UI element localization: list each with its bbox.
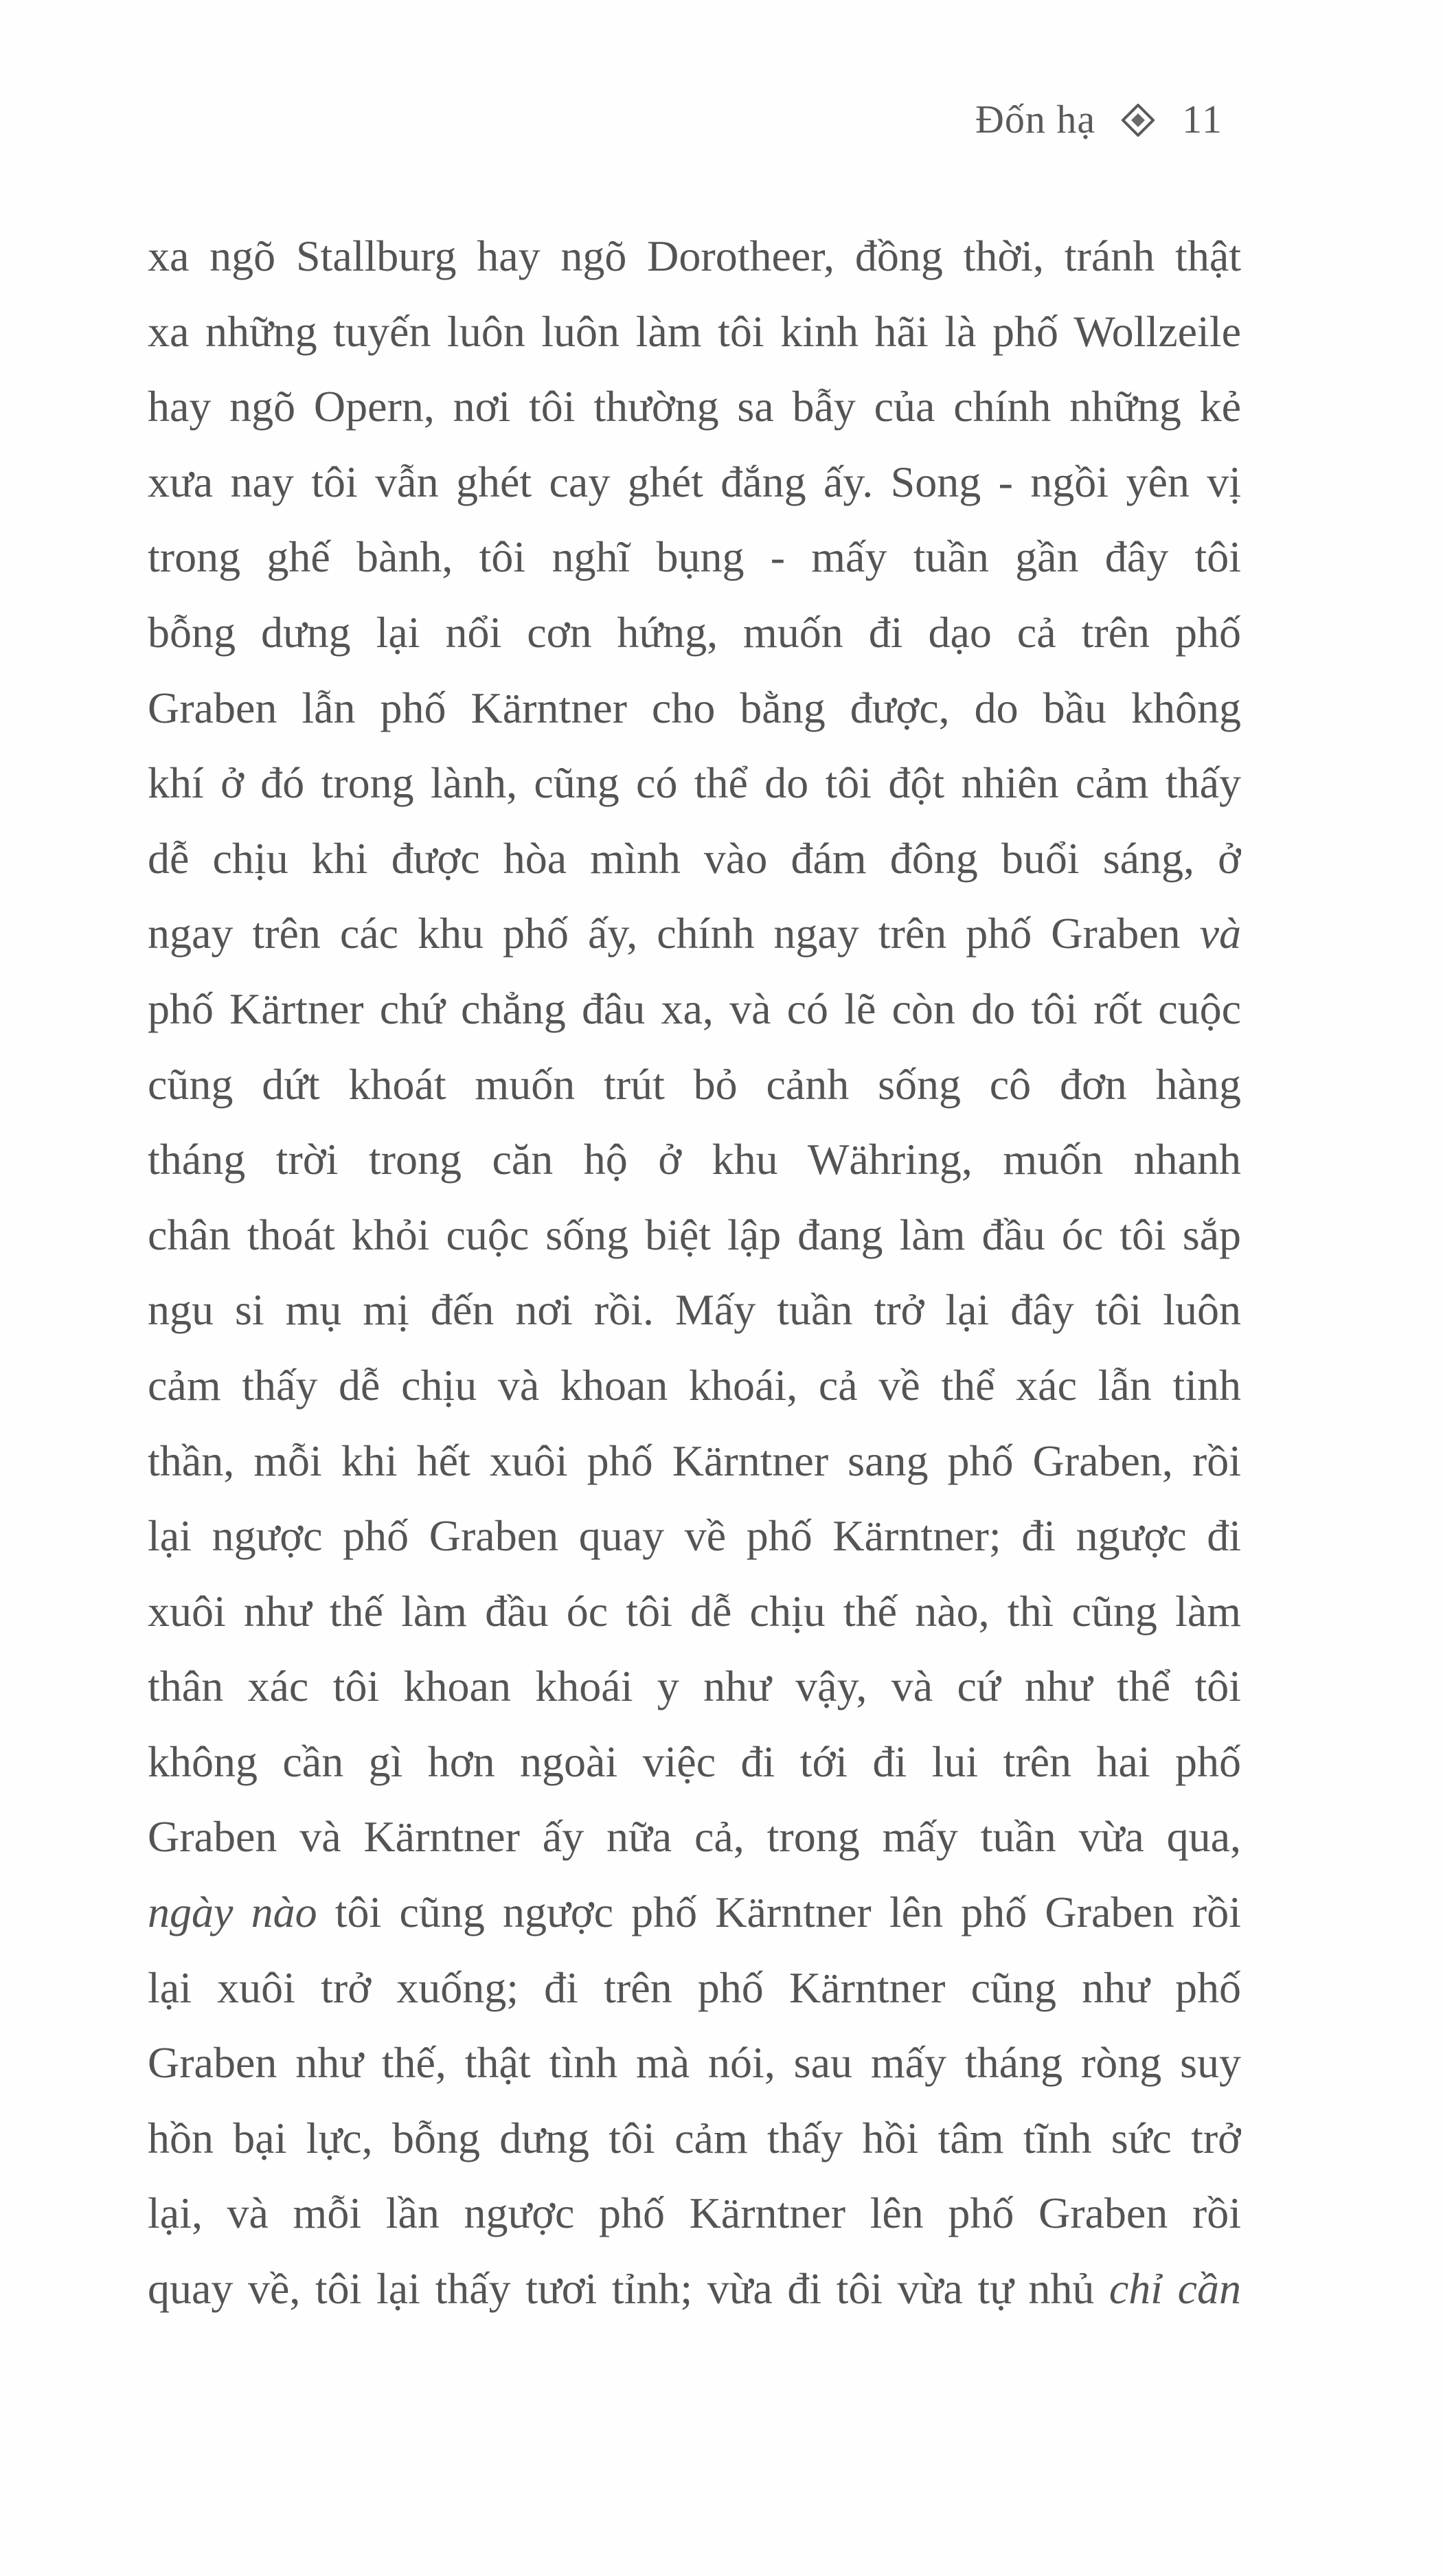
text-run: bỗng dưng lại nổi cơn hứng, muốn đi dạo cả trên phố xyxy=(148,607,1241,657)
text-line xyxy=(148,971,1241,1047)
text-line xyxy=(148,1272,1241,1348)
text-line xyxy=(148,1423,1241,1499)
text-line xyxy=(148,369,1241,444)
text-line xyxy=(148,1724,1241,1800)
text-run: cảm thấy dễ chịu và khoan khoái, cả về thể xác lẫn tinh xyxy=(148,1360,1241,1410)
text-run: hay ngõ Opern, nơi tôi thường sa bẫy của chính những kẻ xyxy=(148,382,1241,431)
text-run: tháng trời trong căn hộ ở khu Währing, muốn nhanh xyxy=(148,1135,1241,1184)
page-number: 11 xyxy=(1182,97,1223,142)
body-text xyxy=(148,218,1241,2327)
text-run: lại ngược phố Graben quay về phố Kärntner; đi ngược đi xyxy=(148,1511,1241,1561)
diamond-ornament-icon xyxy=(1122,100,1155,133)
text-line xyxy=(148,595,1241,670)
text-run: Graben và Kärntner ấy nữa cả, trong mấy tuần vừa qua, xyxy=(148,1812,1241,1862)
text-run: xa ngõ Stallburg hay ngõ Dorotheer, đồng thời, tránh thật xyxy=(148,231,1241,280)
text-run: Graben lẫn phố Kärntner cho bằng được, do bầu không xyxy=(148,683,1241,732)
text-line xyxy=(148,1649,1241,1724)
text-line xyxy=(148,218,1241,294)
italic-emphasis: chỉ cần xyxy=(1109,2264,1241,2314)
text-run: quay về, tôi lại thấy tươi tỉnh; vừa đi tôi vừa tự nhủ xyxy=(148,2264,1109,2314)
text-line xyxy=(148,745,1241,821)
text-run: xưa nay tôi vẫn ghét cay ghét đắng ấy. Song - ngồi yên vị xyxy=(148,457,1241,506)
text-line xyxy=(148,1197,1241,1273)
text-line xyxy=(148,1950,1241,2026)
text-line xyxy=(148,1348,1241,1423)
text-run: chân thoát khỏi cuộc sống biệt lập đang làm đầu óc tôi sắp xyxy=(148,1210,1241,1259)
text-run: phố Kärtner chứ chẳng đâu xa, và có lẽ còn do tôi rốt cuộc xyxy=(148,984,1241,1033)
text-run: Graben như thế, thật tình mà nói, sau mấy tháng ròng suy xyxy=(148,2038,1241,2088)
text-line xyxy=(148,2176,1241,2251)
text-run: ngay trên các khu phố ấy, chính ngay trên phố Graben xyxy=(148,909,1200,958)
text-run: tôi cũng ngược phố Kärntner lên phố Graben rồi xyxy=(317,1888,1241,1937)
chapter-title: Đốn hạ xyxy=(975,97,1096,142)
text-run: dễ chịu khi được hòa mình vào đám đông buổi sáng, ở xyxy=(148,833,1241,883)
italic-emphasis: ngày nào xyxy=(148,1888,317,1937)
text-line xyxy=(148,1574,1241,1649)
text-line xyxy=(148,294,1241,370)
text-run: cũng dứt khoát muốn trút bỏ cảnh sống cô đơn hàng xyxy=(148,1059,1241,1109)
text-line xyxy=(148,1875,1241,1950)
text-line xyxy=(148,2025,1241,2101)
running-header xyxy=(975,96,1250,142)
italic-emphasis: và xyxy=(1199,909,1241,958)
text-run: xuôi như thế làm đầu óc tôi dễ chịu thế nào, thì cũng làm xyxy=(148,1586,1241,1636)
text-run: ngu si mụ mị đến nơi rồi. Mấy tuần trở lại đây tôi luôn xyxy=(148,1285,1241,1335)
text-run: trong ghế bành, tôi nghĩ bụng - mấy tuần gần đây tôi xyxy=(148,532,1241,582)
text-line xyxy=(148,519,1241,595)
text-line xyxy=(148,444,1241,520)
text-line xyxy=(148,1498,1241,1574)
text-line xyxy=(148,896,1241,971)
text-run: hồn bại lực, bỗng dưng tôi cảm thấy hồi tâm tĩnh sức trở xyxy=(148,2113,1241,2162)
text-line xyxy=(148,670,1241,746)
text-line xyxy=(148,1047,1241,1122)
text-line xyxy=(148,1122,1241,1197)
text-line xyxy=(148,2251,1241,2327)
text-run: xa những tuyến luôn luôn làm tôi kinh hãi là phố Wollzeile xyxy=(148,306,1241,356)
text-run: lại, và mỗi lần ngược phố Kärntner lên phố Graben rồi xyxy=(148,2189,1241,2238)
text-run: thần, mỗi khi hết xuôi phố Kärntner sang phố Graben, rồi xyxy=(148,1436,1241,1485)
text-run: thân xác tôi khoan khoái y như vậy, và cứ như thể tôi xyxy=(148,1662,1241,1711)
text-line xyxy=(148,1799,1241,1875)
text-run: không cần gì hơn ngoài việc đi tới đi lui trên hai phố xyxy=(148,1737,1241,1786)
text-line xyxy=(148,2101,1241,2176)
text-run: khí ở đó trong lành, cũng có thể do tôi đột nhiên cảm thấy xyxy=(148,758,1241,808)
text-run: lại xuôi trở xuống; đi trên phố Kärntner cũng như phố xyxy=(148,1963,1241,2012)
text-line xyxy=(148,821,1241,896)
